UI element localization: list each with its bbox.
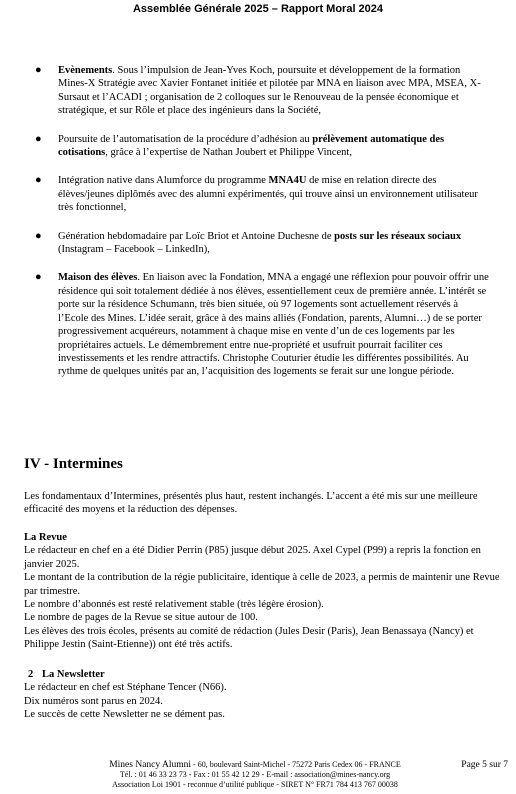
item-text: . Sous l’impulsion de Jean-Yves Koch, poursuite et développement de la formation Mines-X Stratégie avec Xavier Fontanet initiée et pilotée par MNA en liaison avec MPA, MSEA, X-Sursaut et l’ACADI ; organisation de 2 colloques sur le Renouveau de la pensée économique et stratégique, et sur Rôle et place des ingénieurs dans la Société, bbox=[58, 65, 481, 117]
bullet-dot-icon: ● bbox=[35, 271, 42, 284]
footer-address: - 60, boulevard Saint-Michel - 75272 Paris Cedex 06 - FRANCE bbox=[191, 760, 401, 769]
bullet-dot-icon: ● bbox=[35, 64, 42, 76]
revue-section bbox=[24, 531, 504, 652]
item-emphasis: MNA4U bbox=[268, 175, 307, 187]
newsletter-title-text: La Newsletter bbox=[42, 669, 105, 680]
item-lead: Maison des élèves bbox=[58, 272, 138, 284]
newsletter-line: Le rédacteur en chef est Stéphane Tencer (N66). bbox=[24, 682, 227, 694]
footer-contact: Tél. : 01 46 33 23 73 - Fax : 01 55 42 12 29 - E-mail : association@mines-nancy.org bbox=[119, 770, 391, 779]
revue-line: Le nombre d’abonnés est resté relativement stable (très légère érosion). bbox=[24, 599, 324, 611]
newsletter-section bbox=[24, 668, 504, 722]
intro-paragraph: Les fondamentaux d’Intermines, présentés plus haut, restent inchangés. L’accent a été mis sur une meilleure efficacité des moyens et la réduction des dépenses. bbox=[24, 491, 478, 516]
item-text: (Instagram – Facebook – LinkedIn), bbox=[58, 244, 210, 256]
section-title: IV - Intermines bbox=[24, 456, 123, 472]
bullet-dot-icon: ● bbox=[35, 132, 42, 145]
item-text: Génération hebdomadaire par Loïc Briot et Antoine Duchesne de bbox=[58, 230, 335, 242]
newsletter-line: Dix numéros sont parus en 2024. bbox=[24, 695, 163, 707]
page-header: Assemblée Générale 2025 – Rapport Moral 2024 bbox=[132, 3, 384, 15]
list-item bbox=[30, 271, 490, 378]
item-text: Intégration native dans Alumforce du programme bbox=[58, 175, 269, 187]
achievements-list bbox=[30, 64, 490, 379]
bullet-dot-icon: ● bbox=[35, 229, 42, 242]
newsletter-title bbox=[24, 668, 504, 681]
item-lead: Evènements bbox=[58, 65, 113, 76]
item-emphasis: posts sur les réseaux sociaux bbox=[334, 230, 462, 242]
item-emphasis: prélèvement automatique des cotisations bbox=[58, 133, 445, 159]
list-item bbox=[30, 230, 490, 257]
revue-line: Le rédacteur en chef en a été Didier Perrin (P85) jusque début 2025. Axel Cypel (P99) a repris la fonction en janvier 2025. bbox=[24, 545, 481, 570]
footer-legal: Association Loi 1901 - reconnue d’utilité publique - SIRET N° FR71 784 413 767 00038 bbox=[112, 780, 398, 789]
page-number: Page 5 sur 7 bbox=[461, 760, 508, 770]
item-text: Poursuite de l’automatisation de la procédure d’adhésion au bbox=[58, 133, 313, 145]
list-item bbox=[30, 174, 490, 214]
item-text: . En liaison avec la Fondation, MNA a engagé une réflexion pour pouvoir offrir une résidence qui soit totalement dédiée à nos élèves, essentiellement ceux de première année. L’intérêt se porte sur la résidence Schumann, très bien située, où 97 logements sont actuellement réservés à l’Ecole des Mines. L’idée serait, grâce à des mains alliés (Fondation, parents, Alumni…) de se porter progressivement acquéreurs, notamment à chaque mise en vente d’un de ces logements par les propriétaires actuels. Le démembrement entre nue-propriété et usufruit pourrait faciliter ces investissements et les rendre attractifs. Christophe Couturier étudie les différentes possibilités. Au rythme de quelques unités par an, l’acquisition des logements se ferait sur une longue période. bbox=[58, 272, 489, 378]
revue-line: Le montant de la contribution de la régie publicitaire, identique à celle de 2023, a permis de maintenir une Revue par trimestre. bbox=[24, 572, 500, 597]
newsletter-number: 2 bbox=[28, 669, 34, 680]
page-footer bbox=[60, 760, 450, 790]
list-item bbox=[30, 64, 490, 118]
list-item bbox=[30, 133, 490, 160]
item-text: de mise en relation directe des élèves/jeunes diplômés avec des alumni expérimentés, qui trouve ainsi un environnement utilisateur très fonctionnel, bbox=[58, 175, 478, 214]
footer-org: Mines Nancy Alumni bbox=[109, 760, 192, 770]
revue-line: Le nombre de pages de la Revue se situe autour de 100. bbox=[24, 612, 258, 624]
bullet-dot-icon: ● bbox=[35, 174, 42, 187]
item-text: , grâce à l’expertise de Nathan Joubert et Philippe Vincent, bbox=[105, 147, 352, 159]
revue-title: La Revue bbox=[24, 532, 67, 543]
newsletter-line: Le succès de cette Newsletter ne se dément pas. bbox=[24, 709, 225, 721]
revue-line: Les élèves des trois écoles, présents au comité de rédaction (Jules Desir (Paris), Jean Benassaya (Nancy) et Philippe Jestin (Saint-Etienne)) ont été très actifs. bbox=[24, 625, 474, 651]
